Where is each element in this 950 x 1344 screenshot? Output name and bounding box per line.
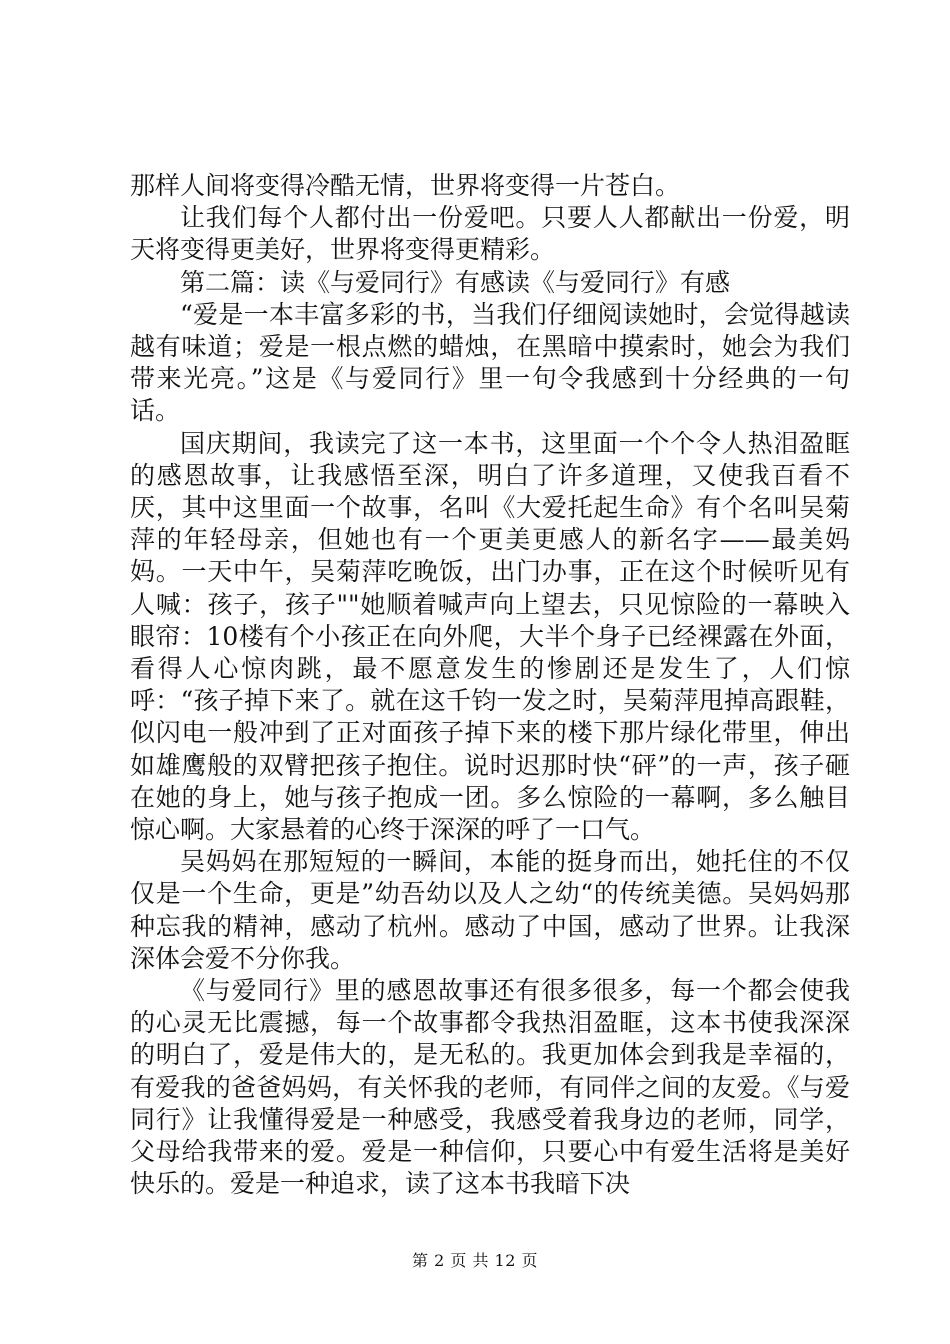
paragraph: 国庆期间，我读完了这一本书，这里面一个个令人热泪盈眶的感恩故事，让我感悟至深，明白了许多道理，又使我百看不厌，其中这里面一个故事，名叫《大爱托起生命》有个名叫吴菊萍的年轻母亲，但她也有一个更美更感人的新名字——最美妈妈。一天中午，吴菊萍吃晚饭，出门办事，正在这个时候听见有人喊：孩子，孩子""她顺着喊声向上望去，只见惊险的一幕映入眼帘：10楼有个小孩正在向外爬，大半个身子已经裸露在外面，看得人心惊肉跳，最不愿意发生的惨剧还是发生了，人们惊呼：“孩子掉下来了。就在这千钧一发之时，吴菊萍甩掉高跟鞋，似闪电一般冲到了正对面孩子掉下来的楼下那片绿化带里，伸出如雄鹰般的双臂把孩子抱住。说时迟那时快“砰”的一声，孩子砸在她的身上，她与孩子抱成一团。多么惊险的一幕啊，多么触目惊心啊。大家悬着的心终于深深的呼了一口气。 (130, 428, 850, 845)
page-number-footer: 第 2 页 共 12 页 (412, 1251, 538, 1270)
paragraph: 《与爱同行》里的感恩故事还有很多很多，每一个都会使我的心灵无比震撼，每一个故事都令我热泪盈眶，这本书使我深深的明白了，爱是伟大的，是无私的。我更加体会到我是幸福的，有爱我的爸爸妈妈，有关怀我的老师，有同伴之间的友爱。《与爱同行》让我懂得爱是一种感受，我感受着我身边的老师，同学，父母给我带来的爱。爱是一种信仰，只要心中有爱生活将是美好快乐的。爱是一种追求，读了这本书我暗下决 (130, 976, 850, 1199)
document-body (130, 170, 850, 1201)
paragraph-continuation: 那样人间将变得冷酷无情，世界将变得一片苍白。 (130, 171, 681, 200)
section-heading: 第二篇：读《与爱同行》有感读《与爱同行》有感 (180, 267, 731, 297)
paragraph: 让我们每个人都付出一份爱吧。只要人人都献出一份爱，明天将变得更美好，世界将变得更精彩。 (130, 203, 850, 265)
paragraph: 吴妈妈在那短短的一瞬间，本能的挺身而出，她托住的不仅仅是一个生命，更是”幼吾幼以及人之幼“的传统美德。吴妈妈那种忘我的精神，感动了杭州。感动了中国，感动了世界。让我深深体会爱不分你我。 (130, 847, 850, 973)
paragraph: “爱是一本丰富多彩的书，当我们仔细阅读她时，会觉得越读越有味道；爱是一根点燃的蜡烛，在黑暗中摸索时，她会为我们带来光亮。”这是《与爱同行》里一句令我感到十分经典的一句话。 (130, 299, 850, 426)
